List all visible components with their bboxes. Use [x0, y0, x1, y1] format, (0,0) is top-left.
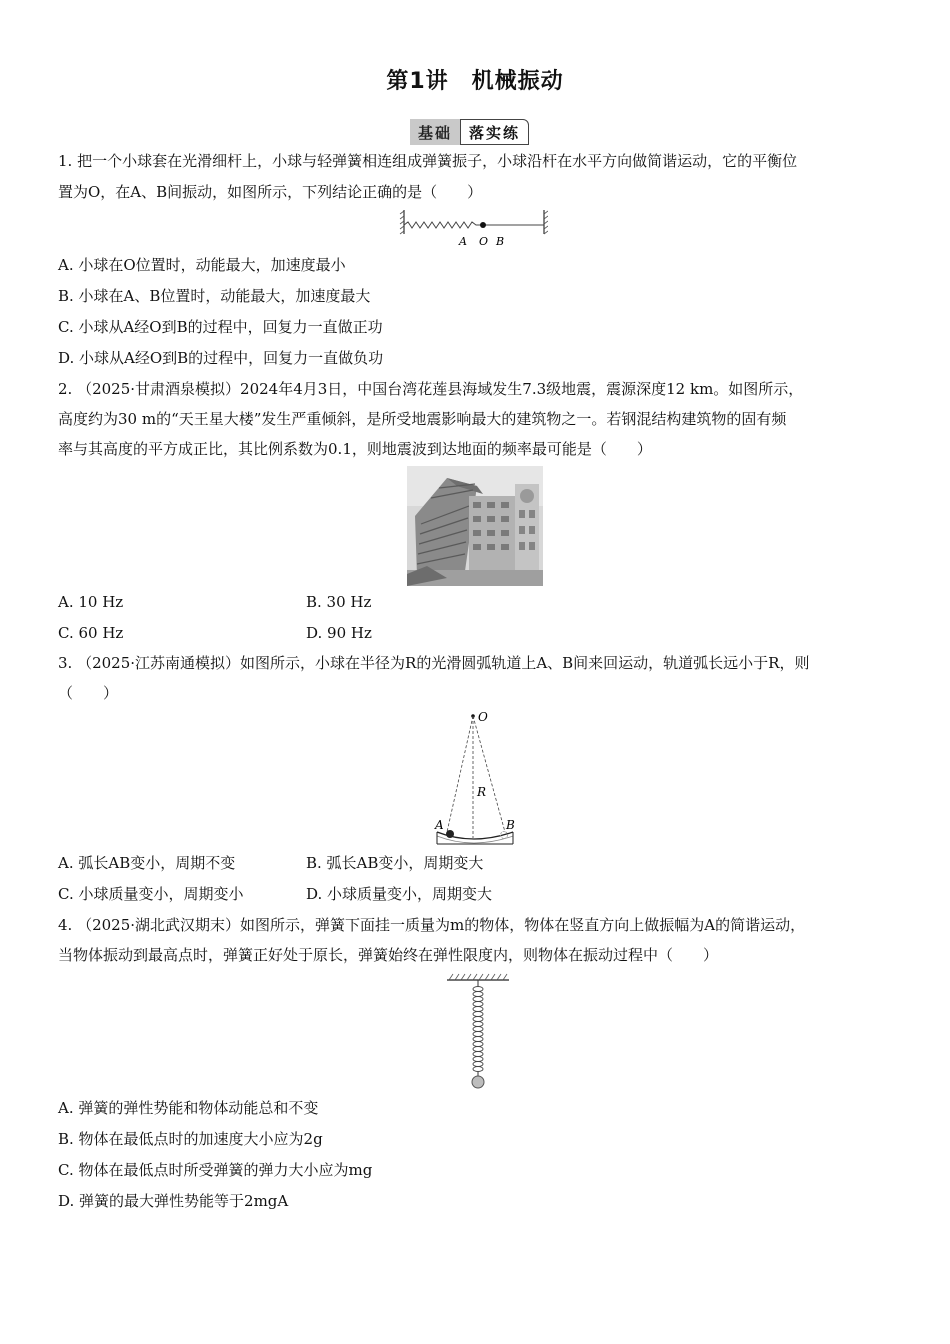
q4-hanging-spring-figure — [443, 972, 513, 1092]
q2-tilted-building-photo — [407, 466, 543, 586]
q1-option-b: B. 小球在A、B位置时，动能最大，加速度最大 — [58, 287, 371, 305]
q3-option-b: B. 弧长AB变小，周期变大 — [306, 854, 484, 872]
q1-label-a: A — [459, 235, 467, 248]
q1-label-b: B — [496, 235, 505, 248]
q2-stem-line1: 2. （2025·甘肃酒泉模拟）2024年4月3日，中国台湾花莲县海域发生7.3级地震，震源深度12 km。如图所示， — [58, 380, 804, 398]
q4-option-d: D. 弹簧的最大弹性势能等于2mgA — [58, 1192, 289, 1210]
q3-stem-line2: （ ） — [58, 684, 119, 702]
q3-option-a: A. 弧长AB变小，周期不变 — [58, 854, 236, 872]
badge-right-label: 落实练 — [460, 119, 529, 145]
q2-option-c: C. 60 Hz — [58, 624, 124, 642]
q3-option-d: D. 小球质量变小，周期变大 — [306, 885, 493, 903]
q3-label-r: R — [477, 785, 487, 799]
q2-stem-line3: 率与其高度的平方成正比，其比例系数为0.1，则地震波到达地面的频率最可能是（ ） — [58, 440, 652, 458]
section-badge — [410, 119, 529, 145]
q1-stem-line2: 置为O，在A、B间振动，如图所示，下列结论正确的是（ ） — [58, 183, 483, 201]
q4-option-a: A. 弹簧的弹性势能和物体动能总和不变 — [58, 1099, 319, 1117]
q3-option-c: C. 小球质量变小，周期变小 — [58, 885, 244, 903]
q4-stem-line2: 当物体振动到最高点时，弹簧正好处于原长，弹簧始终在弹性限度内，则物体在振动过程中（ ） — [58, 946, 719, 964]
q1-option-c: C. 小球从A经O到B的过程中，回复力一直做正功 — [58, 318, 383, 336]
q2-option-a: A. 10 Hz — [58, 593, 124, 611]
q3-arc-track-figure — [425, 708, 525, 848]
q2-option-b: B. 30 Hz — [306, 593, 372, 611]
q4-option-c: C. 物体在最低点时所受弹簧的弹力大小应为mg — [58, 1161, 373, 1179]
q1-option-a: A. 小球在O位置时，动能最大，加速度最小 — [58, 256, 346, 274]
q2-option-d: D. 90 Hz — [306, 624, 372, 642]
q1-option-d: D. 小球从A经O到B的过程中，回复力一直做负功 — [58, 349, 384, 367]
q1-label-o: O — [479, 235, 489, 248]
q2-stem-line2: 高度约为30 m的“天王星大楼”发生严重倾斜，是所受地震影响最大的建筑物之一。若钢混结构建筑物的固有频 — [58, 410, 787, 428]
q3-stem-line1: 3. （2025·江苏南通模拟）如图所示，小球在半径为R的光滑圆弧轨道上A、B间来回运动，轨道弧长远小于R，则 — [58, 654, 810, 672]
page-title: 第1讲 机械振动 — [386, 69, 564, 94]
q4-stem-line1: 4. （2025·湖北武汉期末）如图所示，弹簧下面挂一质量为m的物体，物体在竖直方向上做振幅为A的简谐运动， — [58, 916, 806, 934]
badge-left-label: 基础 — [410, 119, 460, 145]
q1-spring-oscillator-figure — [398, 208, 548, 250]
q1-stem-line1: 1. 把一个小球套在光滑细杆上，小球与轻弹簧相连组成弹簧振子，小球沿杆在水平方向做简谐运动，它的平衡位 — [58, 152, 798, 170]
q3-label-a: A — [435, 818, 444, 832]
q3-label-o: O — [478, 710, 488, 724]
q3-label-b: B — [506, 818, 515, 832]
q4-option-b: B. 物体在最低点时的加速度大小应为2g — [58, 1130, 323, 1148]
